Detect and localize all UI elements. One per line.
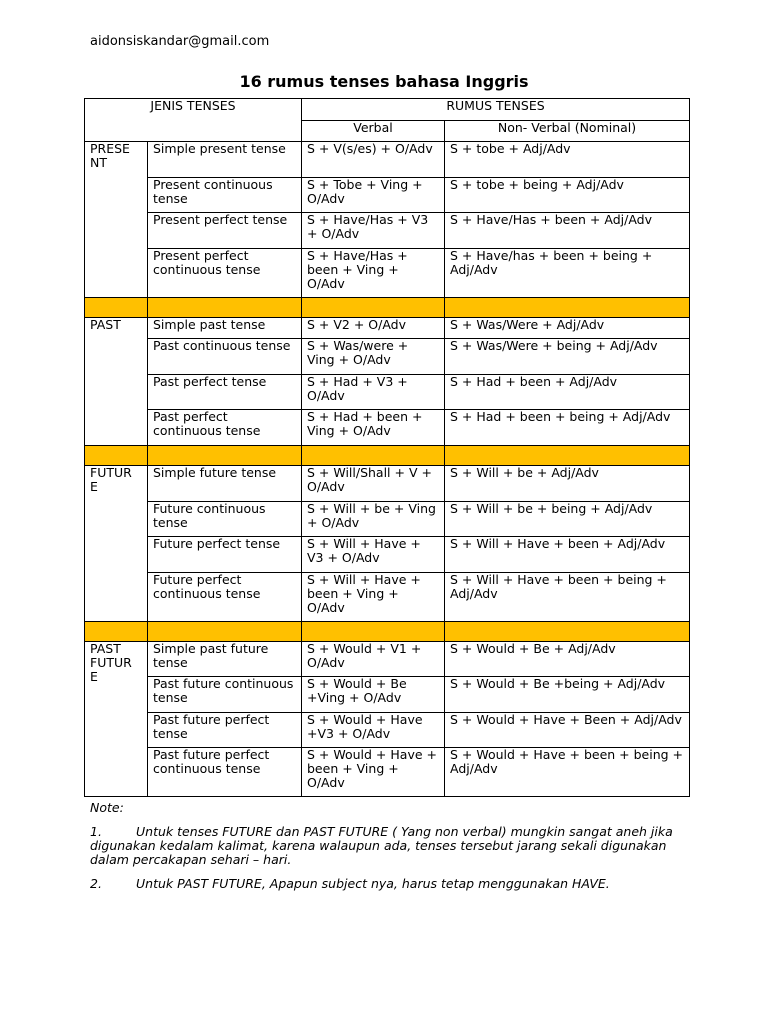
table-row bbox=[85, 677, 690, 713]
separator-cell bbox=[302, 298, 445, 318]
table-row bbox=[85, 142, 690, 178]
verbal-formula-cell: S + Would + Have +V3 + O/Adv bbox=[302, 713, 445, 748]
verbal-formula-cell: S + Had + been + Ving + O/Adv bbox=[302, 410, 445, 446]
tense-name-cell: Simple present tense bbox=[148, 142, 302, 178]
tense-name-cell: Past continuous tense bbox=[148, 339, 302, 375]
table-row bbox=[85, 642, 690, 677]
verbal-formula-cell: S + Will + Have + been + Ving + O/Adv bbox=[302, 573, 445, 622]
verbal-formula-cell: S + Have/Has + V3 + O/Adv bbox=[302, 213, 445, 249]
verbal-formula-cell: S + Would + V1 + O/Adv bbox=[302, 642, 445, 677]
nominal-formula-cell: S + Would + Be + Adj/Adv bbox=[445, 642, 690, 677]
tense-name-cell: Present continuous tense bbox=[148, 178, 302, 213]
document-title: 16 rumus tenses bahasa Inggris bbox=[239, 72, 529, 91]
nominal-formula-cell: S + Would + Have + been + being + Adj/Adv bbox=[445, 748, 690, 797]
tense-name-cell: Past future perfect continuous tense bbox=[148, 748, 302, 797]
tense-name-cell: Future continuous tense bbox=[148, 502, 302, 537]
separator-cell bbox=[302, 622, 445, 642]
verbal-formula-cell: S + V2 + O/Adv bbox=[302, 318, 445, 339]
table-row bbox=[85, 502, 690, 537]
table-row bbox=[85, 375, 690, 410]
table-row bbox=[85, 339, 690, 375]
note-number: 1. bbox=[90, 824, 102, 839]
verbal-formula-cell: S + Had + V3 + O/Adv bbox=[302, 375, 445, 410]
tense-name-cell: Simple past tense bbox=[148, 318, 302, 339]
nominal-formula-cell: S + Had + been + being + Adj/Adv bbox=[445, 410, 690, 446]
tense-group-label: PAST bbox=[85, 318, 148, 446]
separator-cell bbox=[85, 446, 148, 466]
verbal-formula-cell: S + Was/were + Ving + O/Adv bbox=[302, 339, 445, 375]
nominal-formula-cell: S + Was/Were + Adj/Adv bbox=[445, 318, 690, 339]
table-row bbox=[85, 213, 690, 249]
note-number: 2. bbox=[90, 876, 102, 891]
verbal-formula-cell: S + Have/Has + been + Ving + O/Adv bbox=[302, 249, 445, 298]
note-item bbox=[90, 825, 690, 867]
table-row bbox=[85, 466, 690, 502]
note-text: Untuk PAST FUTURE, Apapun subject nya, harus tetap menggunakan HAVE. bbox=[136, 876, 610, 891]
tense-name-cell: Future perfect continuous tense bbox=[148, 573, 302, 622]
table-row bbox=[85, 410, 690, 446]
verbal-formula-cell: S + Will + be + Ving + O/Adv bbox=[302, 502, 445, 537]
separator-cell bbox=[445, 298, 690, 318]
note-label: Note: bbox=[90, 800, 124, 815]
nominal-formula-cell: S + tobe + Adj/Adv bbox=[445, 142, 690, 178]
verbal-formula-cell: S + Tobe + Ving + O/Adv bbox=[302, 178, 445, 213]
nominal-formula-cell: S + tobe + being + Adj/Adv bbox=[445, 178, 690, 213]
table-row bbox=[85, 748, 690, 797]
verbal-formula-cell: S + Would + Be +Ving + O/Adv bbox=[302, 677, 445, 713]
nominal-formula-cell: S + Have/has + been + being + Adj/Adv bbox=[445, 249, 690, 298]
separator-cell bbox=[302, 446, 445, 466]
nominal-formula-cell: S + Will + Have + been + being + Adj/Adv bbox=[445, 573, 690, 622]
table-row bbox=[85, 249, 690, 298]
separator-cell bbox=[148, 622, 302, 642]
group-separator-row bbox=[85, 298, 690, 318]
tense-group-label: FUTUR E bbox=[85, 466, 148, 622]
nominal-formula-cell: S + Have/Has + been + Adj/Adv bbox=[445, 213, 690, 249]
header-nonverbal: Non- Verbal (Nominal) bbox=[445, 121, 690, 142]
tense-name-cell: Past future continuous tense bbox=[148, 677, 302, 713]
tense-name-cell: Past perfect tense bbox=[148, 375, 302, 410]
separator-cell bbox=[445, 622, 690, 642]
author-email: aidonsiskandar@gmail.com bbox=[90, 34, 270, 49]
tense-name-cell: Simple future tense bbox=[148, 466, 302, 502]
nominal-formula-cell: S + Will + Have + been + Adj/Adv bbox=[445, 537, 690, 573]
separator-cell bbox=[85, 298, 148, 318]
verbal-formula-cell: S + Will/Shall + V + O/Adv bbox=[302, 466, 445, 502]
tenses-table bbox=[84, 98, 690, 797]
separator-cell bbox=[148, 298, 302, 318]
table-row bbox=[85, 178, 690, 213]
tense-name-cell: Simple past future tense bbox=[148, 642, 302, 677]
nominal-formula-cell: S + Would + Be +being + Adj/Adv bbox=[445, 677, 690, 713]
tense-name-cell: Future perfect tense bbox=[148, 537, 302, 573]
group-separator-row bbox=[85, 446, 690, 466]
tense-name-cell: Past perfect continuous tense bbox=[148, 410, 302, 446]
tense-name-cell: Present perfect continuous tense bbox=[148, 249, 302, 298]
verbal-formula-cell: S + Would + Have + been + Ving + O/Adv bbox=[302, 748, 445, 797]
notes-section bbox=[90, 801, 690, 901]
tense-group-label: PAST FUTUR E bbox=[85, 642, 148, 797]
nominal-formula-cell: S + Will + be + being + Adj/Adv bbox=[445, 502, 690, 537]
header-rumus-tenses: RUMUS TENSES bbox=[302, 99, 690, 121]
group-separator-row bbox=[85, 622, 690, 642]
nominal-formula-cell: S + Had + been + Adj/Adv bbox=[445, 375, 690, 410]
tense-name-cell: Present perfect tense bbox=[148, 213, 302, 249]
verbal-formula-cell: S + Will + Have + V3 + O/Adv bbox=[302, 537, 445, 573]
tense-group-label: PRESE NT bbox=[85, 142, 148, 298]
table-row bbox=[85, 573, 690, 622]
separator-cell bbox=[445, 446, 690, 466]
nominal-formula-cell: S + Will + be + Adj/Adv bbox=[445, 466, 690, 502]
nominal-formula-cell: S + Would + Have + Been + Adj/Adv bbox=[445, 713, 690, 748]
table-row bbox=[85, 713, 690, 748]
header-jenis-tenses: JENIS TENSES bbox=[85, 99, 302, 142]
separator-cell bbox=[85, 622, 148, 642]
note-text: Untuk tenses FUTURE dan PAST FUTURE ( Yang non verbal) mungkin sangat aneh jika digunakan kedalam kalimat, karena walaupun ada, tenses tersebut jarang sekali digunakan dalam percakapan sehari – hari. bbox=[90, 824, 673, 867]
separator-cell bbox=[148, 446, 302, 466]
nominal-formula-cell: S + Was/Were + being + Adj/Adv bbox=[445, 339, 690, 375]
table-row bbox=[85, 537, 690, 573]
table-row bbox=[85, 318, 690, 339]
note-item bbox=[90, 877, 690, 891]
verbal-formula-cell: S + V(s/es) + O/Adv bbox=[302, 142, 445, 178]
tense-name-cell: Past future perfect tense bbox=[148, 713, 302, 748]
header-verbal: Verbal bbox=[302, 121, 445, 142]
